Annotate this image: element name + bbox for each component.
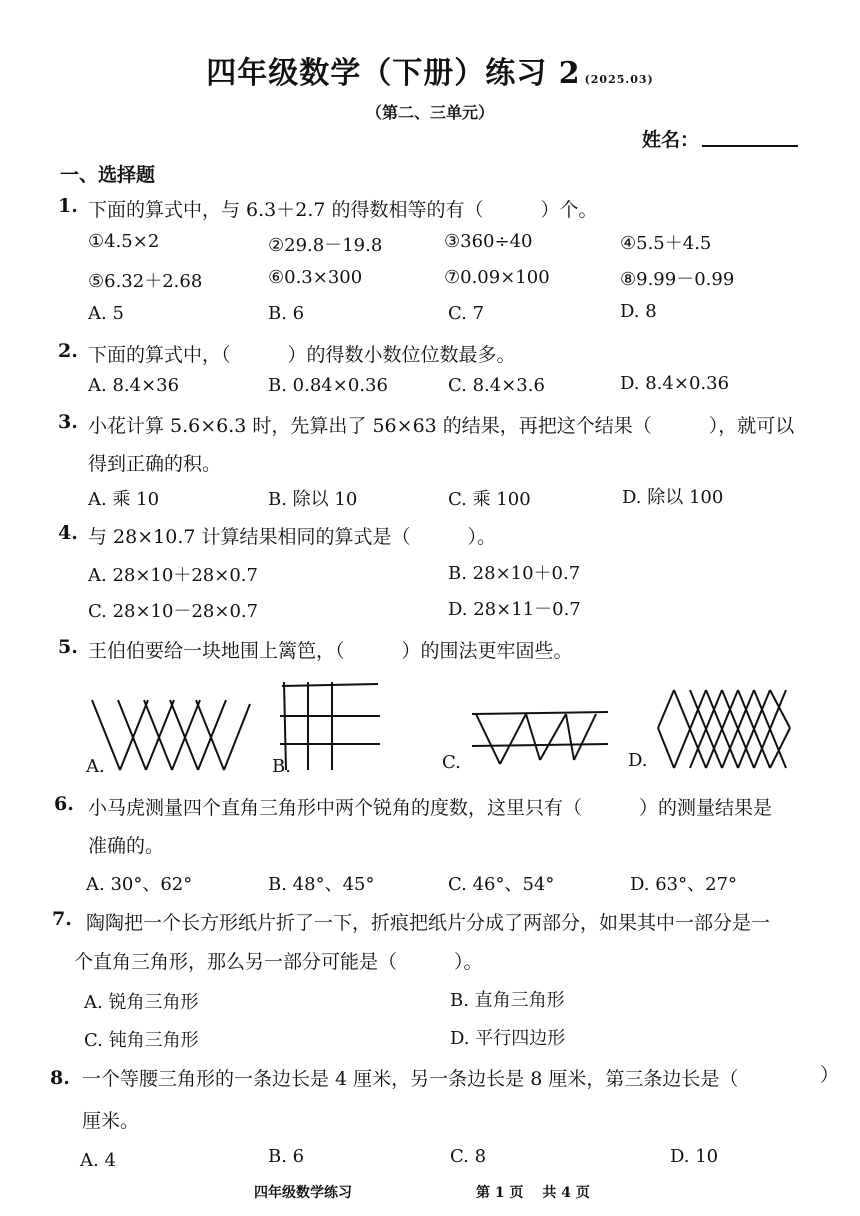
question-text: 小马虎测量四个直角三角形中两个锐角的度数，这里只有（ ）的测量结果是 bbox=[88, 797, 773, 819]
question-number: 2. bbox=[58, 340, 78, 362]
question-text: 陶陶把一个长方形纸片折了一下，折痕把纸片分成了两部分，如果其中一部分是一 bbox=[86, 912, 771, 934]
option-c[interactable]: C. 8.4×3.6 bbox=[448, 375, 545, 396]
option-b[interactable]: B. 6 bbox=[268, 1146, 305, 1167]
option-a[interactable]: A. 8.4×36 bbox=[88, 375, 180, 396]
question-number: 7. bbox=[52, 908, 72, 930]
option-c[interactable]: C. 7 bbox=[448, 303, 485, 324]
option-d[interactable]: D. 8.4×0.36 bbox=[620, 373, 730, 394]
question-text-cont: 得到正确的积。 bbox=[88, 453, 222, 475]
option-a[interactable]: A. 锐角三角形 bbox=[84, 992, 199, 1013]
option-a[interactable]: A. 5 bbox=[88, 303, 124, 324]
question-text: 王伯伯要给一块地围上篱笆，（ ）的围法更牢固些。 bbox=[88, 640, 573, 662]
page-number: 第 1 页 共 4 页 bbox=[476, 1185, 590, 1201]
option-a[interactable]: A. bbox=[86, 756, 105, 777]
calc-item: ⑥0.3×300 bbox=[268, 267, 363, 288]
question-text: 下面的算式中，（ ）的得数小数位位数最多。 bbox=[88, 344, 516, 366]
fence-figure-b bbox=[278, 680, 382, 772]
question-text: 小花计算 5.6×6.3 时，先算出了 56×63 的结果，再把这个结果（ ），就可以 bbox=[88, 415, 795, 437]
option-b[interactable]: B. 48°、45° bbox=[268, 874, 375, 895]
fence-figure-d bbox=[654, 686, 794, 772]
page-title: 四年级数学（下册）练习 2 (2025.03) bbox=[206, 56, 654, 91]
option-b[interactable]: B. 28×10＋0.7 bbox=[448, 563, 581, 584]
option-d[interactable]: D. 平行四边形 bbox=[450, 1028, 566, 1049]
option-d[interactable]: D. 63°、27° bbox=[630, 874, 738, 895]
calc-item: ⑦0.09×100 bbox=[444, 267, 550, 288]
option-a[interactable]: A. 4 bbox=[80, 1150, 116, 1171]
question-number: 3. bbox=[58, 411, 78, 433]
option-a[interactable]: A. 30°、62° bbox=[86, 874, 193, 895]
option-c[interactable]: C. 乘 100 bbox=[448, 489, 531, 510]
option-d[interactable]: D. 8 bbox=[620, 301, 657, 322]
footer-title: 四年级数学练习 bbox=[254, 1185, 352, 1201]
question-text-cont: 准确的。 bbox=[88, 835, 165, 857]
option-b[interactable]: B. 直角三角形 bbox=[450, 990, 565, 1011]
option-a[interactable]: A. 乘 10 bbox=[88, 489, 160, 510]
question-text: 一个等腰三角形的一条边长是 4 厘米，另一条边长是 8 厘米，第三条边长是（ bbox=[82, 1068, 739, 1090]
question-text-end: ） bbox=[820, 1064, 840, 1086]
question-text: 与 28×10.7 计算结果相同的算式是（ ）。 bbox=[88, 526, 496, 548]
question-text: 下面的算式中，与 6.3＋2.7 的得数相等的有（ ）个。 bbox=[88, 199, 598, 221]
option-c[interactable]: C. 28×10－28×0.7 bbox=[88, 601, 259, 622]
name-blank[interactable] bbox=[702, 145, 798, 147]
fence-figure-a bbox=[90, 694, 252, 774]
question-number: 1. bbox=[58, 195, 78, 217]
question-text-cont: 个直角三角形，那么另一部分可能是（ ）。 bbox=[74, 951, 483, 973]
exam-date: (2025.03) bbox=[584, 73, 654, 86]
calc-item: ④5.5＋4.5 bbox=[620, 233, 712, 254]
calc-item: ⑤6.32＋2.68 bbox=[88, 271, 203, 292]
fence-figure-c bbox=[470, 708, 610, 768]
option-c[interactable]: C. bbox=[442, 752, 461, 773]
question-number: 5. bbox=[58, 636, 78, 658]
option-a[interactable]: A. 28×10＋28×0.7 bbox=[88, 565, 258, 586]
option-b[interactable]: B. 除以 10 bbox=[268, 489, 358, 510]
option-d[interactable]: D. 10 bbox=[670, 1146, 719, 1167]
option-b[interactable]: B. 6 bbox=[268, 303, 305, 324]
calc-item: ②29.8－19.8 bbox=[268, 235, 383, 256]
option-c[interactable]: C. 钝角三角形 bbox=[84, 1030, 199, 1051]
option-c[interactable]: C. 46°、54° bbox=[448, 874, 555, 895]
option-d[interactable]: D. 28×11－0.7 bbox=[448, 599, 581, 620]
option-d[interactable]: D. bbox=[628, 750, 648, 771]
calc-item: ①4.5×2 bbox=[88, 231, 160, 252]
question-number: 8. bbox=[50, 1067, 70, 1089]
calc-item: ③360÷40 bbox=[444, 231, 533, 252]
calc-item: ⑧9.99－0.99 bbox=[620, 269, 735, 290]
option-b[interactable]: B. 0.84×0.36 bbox=[268, 375, 388, 396]
page-subtitle: （第二、三单元） bbox=[365, 103, 494, 122]
option-c[interactable]: C. 8 bbox=[450, 1146, 487, 1167]
question-text-cont: 厘米。 bbox=[82, 1110, 140, 1132]
option-d[interactable]: D. 除以 100 bbox=[622, 487, 724, 508]
question-number: 4. bbox=[58, 522, 78, 544]
name-label: 姓名： bbox=[642, 129, 700, 151]
question-number: 6. bbox=[54, 793, 74, 815]
section-title: 一、选择题 bbox=[60, 164, 156, 186]
option-b[interactable]: B. bbox=[272, 756, 291, 777]
